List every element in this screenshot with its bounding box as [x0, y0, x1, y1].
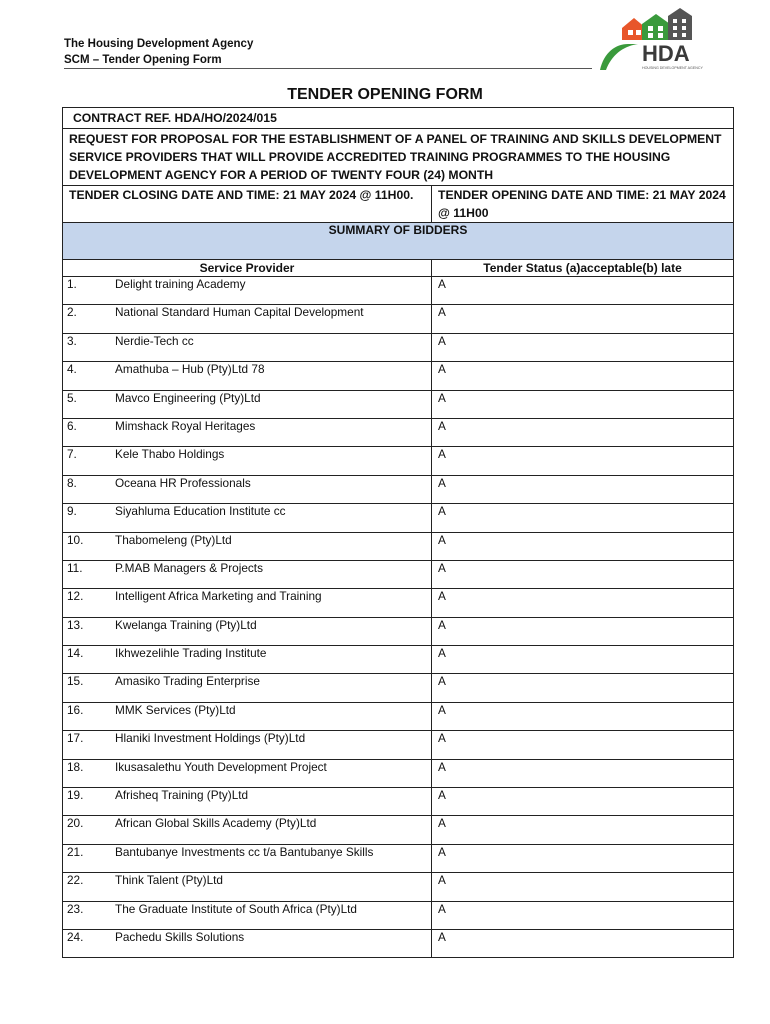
- bidder-status: A: [432, 702, 734, 730]
- bidder-status: A: [432, 844, 734, 872]
- bidder-name: Siyahluma Education Institute cc: [115, 504, 286, 519]
- bidder-status: A: [432, 390, 734, 418]
- logo-swoosh: [600, 44, 638, 70]
- bidder-status: A: [432, 589, 734, 617]
- logo-house-green: [642, 14, 670, 40]
- bidder-name: Hlaniki Investment Holdings (Pty)Ltd: [115, 731, 306, 746]
- bidder-status: A: [432, 560, 734, 588]
- bidder-status: A: [432, 305, 734, 333]
- bidder-name: Amasiko Trading Enterprise: [115, 674, 260, 689]
- table-row: [63, 674, 734, 702]
- table-row: [63, 277, 734, 305]
- bidder-number: 11.: [67, 560, 83, 575]
- bidder-name: Afrisheq Training (Pty)Ltd: [115, 788, 249, 803]
- bidder-number: 1.: [67, 277, 77, 291]
- bidder-name: Amathuba – Hub (Pty)Ltd 78: [115, 362, 265, 377]
- bidder-cell: [63, 844, 432, 872]
- bidder-number: 3.: [67, 333, 77, 348]
- bidder-name: Intelligent Africa Marketing and Training: [115, 589, 322, 604]
- bidder-status: A: [432, 277, 734, 305]
- bidder-number: 23.: [67, 901, 84, 916]
- table-row: [63, 617, 734, 645]
- logo-text: HDA: [642, 41, 690, 66]
- bidder-cell: [63, 731, 432, 759]
- bidder-cell: [63, 390, 432, 418]
- bidder-cell: [63, 560, 432, 588]
- tender-table: [62, 107, 734, 958]
- bidder-name: Nerdie-Tech cc: [115, 333, 194, 348]
- bidder-name: African Global Skills Academy (Pty)Ltd: [115, 816, 317, 831]
- bidder-number: 9.: [67, 504, 77, 519]
- table-row: [63, 589, 734, 617]
- bidder-number: 7.: [67, 447, 77, 462]
- bidder-name: Mavco Engineering (Pty)Ltd: [115, 390, 261, 405]
- table-row: [63, 560, 734, 588]
- bidder-name: Bantubanye Investments cc t/a Bantubanye Skills: [115, 844, 374, 859]
- table-row: [63, 873, 734, 901]
- bidder-number: 18.: [67, 759, 84, 774]
- bidder-cell: [63, 929, 432, 957]
- bidder-name: Think Talent (Pty)Ltd: [115, 873, 223, 888]
- bidder-cell: [63, 333, 432, 361]
- closing-date: TENDER CLOSING DATE AND TIME: 21 MAY 2024 @ 11H00.: [63, 186, 432, 223]
- column-header-status: Tender Status (a)acceptable(b) late: [432, 260, 734, 277]
- bidder-status: A: [432, 759, 734, 787]
- table-row: [63, 788, 734, 816]
- bidder-name: Mimshack Royal Heritages: [115, 418, 256, 433]
- table-row: [63, 759, 734, 787]
- table-row: [63, 929, 734, 957]
- bidder-status: A: [432, 504, 734, 532]
- bidder-cell: [63, 475, 432, 503]
- tender-description: REQUEST FOR PROPOSAL FOR THE ESTABLISHMENT OF A PANEL OF TRAINING AND SKILLS DEVELOPMENT SERVICE PROVIDERS THAT WILL PROVIDE ACCREDITED TRAINING PROGRAMMES TO THE HOUSING DEVELOPMENT AGENCY FOR A PERIOD OF TWENTY FOUR (24) MONTH: [63, 129, 734, 186]
- bidder-number: 4.: [67, 362, 77, 377]
- bidder-status: A: [432, 646, 734, 674]
- bidder-status: A: [432, 816, 734, 844]
- contract-ref: CONTRACT REF. HDA/HO/2024/015: [63, 108, 734, 129]
- table-row: [63, 333, 734, 361]
- bidder-number: 22.: [67, 873, 84, 888]
- bidder-status: A: [432, 873, 734, 901]
- bidder-status: A: [432, 418, 734, 446]
- table-row: [63, 504, 734, 532]
- bidder-number: 10.: [67, 532, 84, 547]
- bidder-status: A: [432, 901, 734, 929]
- bidder-number: 8.: [67, 475, 77, 490]
- bidder-cell: [63, 646, 432, 674]
- bidder-number: 13.: [67, 617, 84, 632]
- table-row: [63, 646, 734, 674]
- table-row: [63, 418, 734, 446]
- bidder-status: A: [432, 731, 734, 759]
- column-header-provider: Service Provider: [63, 260, 432, 277]
- bidder-name: The Graduate Institute of South Africa (Pty)Ltd: [115, 901, 357, 916]
- table-row: [63, 901, 734, 929]
- bidder-number: 15.: [67, 674, 84, 689]
- bidder-cell: [63, 362, 432, 390]
- bidder-cell: [63, 305, 432, 333]
- form-title: TENDER OPENING FORM: [287, 86, 483, 103]
- bidder-name: Kwelanga Training (Pty)Ltd: [115, 617, 257, 632]
- bidder-number: 2.: [67, 305, 77, 320]
- bidder-cell: [63, 759, 432, 787]
- bidder-name: Ikusasalethu Youth Development Project: [115, 759, 327, 774]
- bidder-name: National Standard Human Capital Development: [115, 305, 364, 320]
- bidder-cell: [63, 277, 432, 305]
- bidder-name: Kele Thabo Holdings: [115, 447, 225, 462]
- bidder-cell: [63, 702, 432, 730]
- hda-logo: [598, 8, 722, 72]
- table-row: [63, 447, 734, 475]
- bidder-name: Oceana HR Professionals: [115, 475, 251, 490]
- table-row: [63, 731, 734, 759]
- bidder-status: A: [432, 475, 734, 503]
- org-name: The Housing Development Agency: [64, 38, 254, 50]
- logo-building-grey: [668, 8, 692, 40]
- bidder-name: MMK Services (Pty)Ltd: [115, 702, 236, 717]
- table-row: [63, 532, 734, 560]
- bidder-number: 19.: [67, 788, 84, 803]
- bidder-cell: [63, 504, 432, 532]
- bidder-status: A: [432, 929, 734, 957]
- bidder-status: A: [432, 362, 734, 390]
- summary-of-bidders-heading: SUMMARY OF BIDDERS: [63, 223, 734, 260]
- bidder-status: A: [432, 447, 734, 475]
- bidder-cell: [63, 816, 432, 844]
- bidder-cell: [63, 674, 432, 702]
- table-row: [63, 362, 734, 390]
- bidder-name: P.MAB Managers & Projects: [115, 560, 263, 575]
- bidder-cell: [63, 418, 432, 446]
- table-row: [63, 390, 734, 418]
- bidder-name: Thabomeleng (Pty)Ltd: [115, 532, 232, 547]
- bidder-cell: [63, 901, 432, 929]
- bidder-name: Pachedu Skills Solutions: [115, 929, 245, 944]
- table-row: [63, 305, 734, 333]
- bidder-name: Delight training Academy: [115, 277, 246, 291]
- table-row: [63, 475, 734, 503]
- logo-tagline: HOUSING DEVELOPMENT AGENCY: [642, 66, 703, 70]
- table-row: [63, 702, 734, 730]
- bidder-cell: [63, 788, 432, 816]
- bidder-number: 21.: [67, 844, 84, 859]
- form-subtitle: SCM – Tender Opening Form: [64, 54, 222, 66]
- bidder-cell: [63, 873, 432, 901]
- bidder-cell: [63, 617, 432, 645]
- bidder-cell: [63, 532, 432, 560]
- header-divider: [64, 68, 592, 69]
- bidder-number: 12.: [67, 589, 84, 604]
- table-row: [63, 844, 734, 872]
- bidder-number: 14.: [67, 646, 84, 661]
- bidder-number: 16.: [67, 702, 84, 717]
- table-row: [63, 816, 734, 844]
- bidder-cell: [63, 589, 432, 617]
- bidder-number: 17.: [67, 731, 84, 746]
- bidder-cell: [63, 447, 432, 475]
- bidder-status: A: [432, 674, 734, 702]
- bidder-status: A: [432, 532, 734, 560]
- bidder-number: 5.: [67, 390, 77, 405]
- bidder-name: Ikhwezelihle Trading Institute: [115, 646, 267, 661]
- bidder-number: 24.: [67, 929, 84, 944]
- bidder-status: A: [432, 333, 734, 361]
- bidder-status: A: [432, 617, 734, 645]
- opening-date: TENDER OPENING DATE AND TIME: 21 MAY 2024 @ 11H00: [432, 186, 734, 223]
- bidder-number: 20.: [67, 816, 84, 831]
- document-header: [64, 36, 253, 68]
- bidder-number: 6.: [67, 418, 77, 433]
- bidder-status: A: [432, 788, 734, 816]
